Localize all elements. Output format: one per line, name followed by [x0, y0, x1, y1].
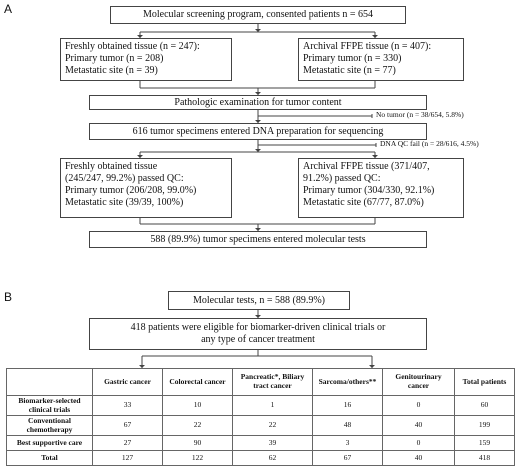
table-header-cell	[7, 369, 93, 396]
molecular-tests-text: Molecular tests, n = 588 (89.9%)	[192, 294, 325, 306]
table-cell: 1	[233, 396, 313, 416]
table-cell: 62	[233, 451, 313, 466]
table-cell: 22	[233, 416, 313, 436]
fresh-qc-line4: Metastatic site (39/39, 100%)	[65, 197, 184, 208]
table-cell: 39	[233, 436, 313, 451]
table-cell: 122	[163, 451, 233, 466]
dna-prep-text: 616 tumor specimens entered DNA preparation for sequencing	[132, 125, 384, 137]
screening-box	[110, 6, 406, 24]
fresh-qc-box	[60, 158, 232, 218]
no-tumor-note: No tumor (n = 38/654, 5.8%)	[376, 110, 464, 119]
fresh-tissue-line3: Metastatic site (n = 39)	[65, 65, 158, 76]
table-cell: 159	[455, 436, 515, 451]
table-header-cell: Total patients	[455, 369, 515, 396]
archival-qc-line4: Metastatic site (67/77, 87.0%)	[303, 197, 424, 208]
table-header-cell: Gastric cancer	[93, 369, 163, 396]
eligible-patients-line1: 418 patients were eligible for biomarker-driven clinical trials or	[130, 322, 386, 333]
table-cell: 22	[163, 416, 233, 436]
pathologic-exam-box	[89, 95, 427, 110]
row-label: Best supportive care	[7, 436, 93, 451]
fresh-tissue-box	[60, 38, 232, 81]
table-cell: 10	[163, 396, 233, 416]
fresh-tissue-line2: Primary tumor (n = 208)	[65, 53, 164, 64]
molecular-tests-box	[168, 291, 350, 310]
panel-b-label: B	[4, 290, 13, 304]
table-cell: 33	[93, 396, 163, 416]
archival-tissue-box	[298, 38, 464, 81]
screening-text: Molecular screening program, consented patients n = 654	[142, 9, 373, 20]
table-cell: 48	[313, 416, 383, 436]
table-cell: 40	[383, 416, 455, 436]
archival-qc-line1: Archival FFPE tissue (371/407,	[303, 161, 430, 172]
pathologic-exam-text: Pathologic examination for tumor content	[174, 96, 342, 108]
fresh-qc-line2: (245/247, 99.2%) passed QC:	[65, 173, 184, 184]
table-header-cell: Colorectal cancer	[163, 369, 233, 396]
table-cell: 60	[455, 396, 515, 416]
table-row	[7, 451, 515, 466]
molecular-entry-text: 588 (89.9%) tumor specimens entered molecular tests	[150, 233, 366, 245]
table-row	[7, 396, 515, 416]
row-label: Total	[7, 451, 93, 466]
dna-qc-fail-note: DNA QC fail (n = 28/616, 4.5%)	[380, 139, 479, 148]
archival-tissue-line2: Primary tumor (n = 330)	[303, 53, 402, 64]
archival-qc-line2: 91.2%) passed QC:	[303, 173, 381, 184]
row-label: Conventional chemotherapy	[7, 416, 93, 436]
fresh-tissue-line1: Freshly obtained tissue (n = 247):	[65, 41, 200, 52]
archival-tissue-line3: Metastatic site (n = 77)	[303, 65, 396, 76]
archival-qc-box	[298, 158, 464, 218]
row-label: Biomarker-selected clinical trials	[7, 396, 93, 416]
table-cell: 16	[313, 396, 383, 416]
eligible-patients-line2: any type of cancer treatment	[201, 334, 315, 345]
table-cell: 199	[455, 416, 515, 436]
table-cell: 0	[383, 396, 455, 416]
archival-qc-line3: Primary tumor (304/330, 92.1%)	[303, 185, 435, 196]
table-row	[7, 436, 515, 451]
archival-tissue-line1: Archival FFPE tissue (n = 407):	[303, 41, 432, 52]
fresh-qc-line3: Primary tumor (206/208, 99.0%)	[65, 185, 197, 196]
table-cell: 67	[93, 416, 163, 436]
table-cell: 0	[383, 436, 455, 451]
eligible-patients-box	[89, 318, 427, 350]
table-header-cell: Pancreatic*, Biliary tract cancer	[233, 369, 313, 396]
panel-a-label: A	[4, 2, 13, 16]
table-header-row	[7, 369, 515, 396]
table-header-cell: Genitourinary cancer	[383, 369, 455, 396]
table-cell: 27	[93, 436, 163, 451]
table-cell: 90	[163, 436, 233, 451]
table-row	[7, 416, 515, 436]
fresh-qc-line1: Freshly obtained tissue	[65, 161, 158, 172]
dna-prep-box	[89, 123, 427, 140]
table-cell: 3	[313, 436, 383, 451]
table-cell: 127	[93, 451, 163, 466]
table-cell: 40	[383, 451, 455, 466]
table-cell: 67	[313, 451, 383, 466]
table-header-cell: Sarcoma/others**	[313, 369, 383, 396]
table-cell: 418	[455, 451, 515, 466]
molecular-entry-box	[89, 231, 427, 248]
treatment-outcomes-table	[6, 368, 515, 466]
